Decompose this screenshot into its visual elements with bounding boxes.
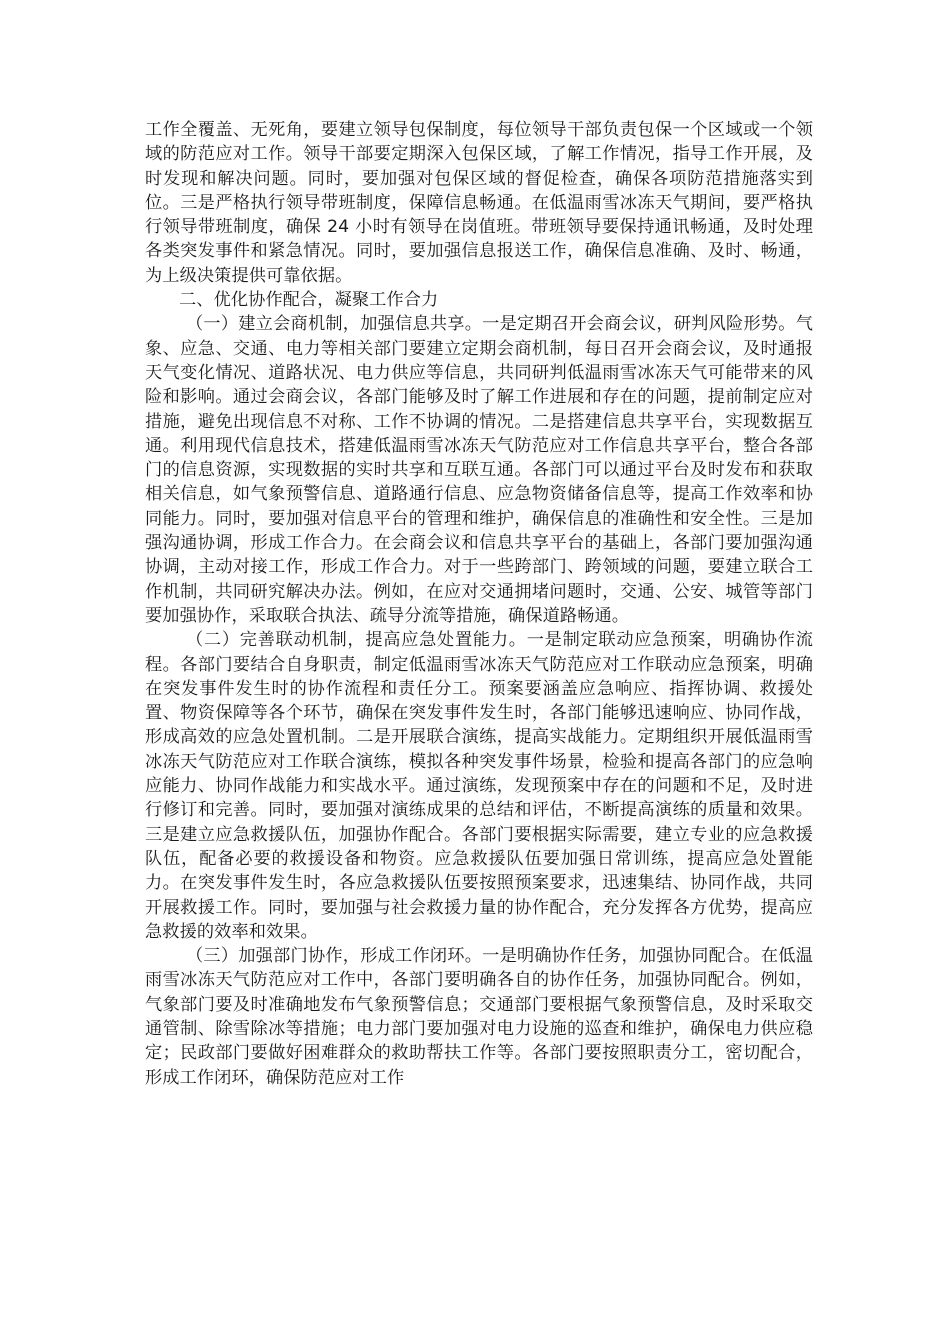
section-heading: 二、优化协作配合，凝聚工作合力 — [179, 290, 439, 311]
paragraph-subsection-1: （一）建立会商机制，加强信息共享。一是定期召开会商会议，研判风险形势。气象、应急、交通、电力等相关部门要建立定期会商机制，每日召开会商会议，及时通报天气变化情况、道路状况、电力供应等信息，共同研判低温雨雪冰冻天气可能带来的风险和影响。通过会商会议，各部门能够及时了解工作进展和存在的问题，提前制定应对措施，避免出现信息不对称、工作不协调的情况。二是搭建信息共享平台，实现数据互通。利用现代信息技术，搭建低温雨雪冰冻天气防范应对工作信息共享平台，整合各部门的信息资源，实现数据的实时共享和互联互通。各部门可以通过平台及时发布和获取相关信息，如气象预警信息、道路通行信息、应急物资储备信息等，提高工作效率和协同能力。同时，要加强对信息平台的管理和维护，确保信息的准确性和安全性。三是加强沟通协调，形成工作合力。在会商会议和信息共享平台的基础上，各部门要加强沟通协调，主动对接工作，形成工作合力。对于一些跨部门、跨领域的问题，要建立联合工作机制，共同研究解决办法。例如，在应对交通拥堵问题时，交通、公安、城管等部门要加强协作，采取联合执法、疏导分流等措施，确保道路畅通。 — [145, 314, 813, 626]
document-body — [145, 118, 813, 1090]
paragraph-subsection-3: （三）加强部门协作，形成工作闭环。一是明确协作任务，加强协同配合。在低温雨雪冰冻天气防范应对工作中，各部门要明确各自的协作任务，加强协同配合。例如，气象部门要及时准确地发布气象预警信息；交通部门要根据气象预警信息，及时采取交通管制、除雪除冰等措施；电力部门要加强对电力设施的巡查和维护，确保电力供应稳定；民政部门要做好困难群众的救助帮扶工作等。各部门要按照职责分工，密切配合，形成工作闭环，确保防范应对工作 — [145, 946, 813, 1088]
paragraph-subsection-2: （二）完善联动机制，提高应急处置能力。一是制定联动应急预案，明确协作流程。各部门要结合自身职责，制定低温雨雪冰冻天气防范应对工作联动应急预案，明确在突发事件发生时的协作流程和责任分工。预案要涵盖应急响应、指挥协调、救援处置、物资保障等各个环节，确保在突发事件发生时，各部门能够迅速响应、协同作战，形成高效的应急处置机制。二是开展联合演练，提高实战能力。定期组织开展低温雨雪冰冻天气防范应对工作联合演练，模拟各种突发事件场景，检验和提高各部门的应急响应能力、协同作战能力和实战水平。通过演练，发现预案中存在的问题和不足，及时进行修订和完善。同时，要加强对演练成果的总结和评估，不断提高演练的质量和效果。三是建立应急救援队伍，加强协作配合。各部门要根据实际需要，建立专业的应急救援队伍，配备必要的救援设备和物资。应急救援队伍要加强日常训练，提高应急处置能力。在突发事件发生时，各应急救援队伍要按照预案要求，迅速集结、协同作战，共同开展救援工作。同时，要加强与社会救援力量的协作配合，充分发挥各方优势，提高应急救援的效率和效果。 — [145, 630, 813, 942]
paragraph-continuation: 工作全覆盖、无死角，要建立领导包保制度，每位领导干部负责包保一个区域或一个领域的防范应对工作。领导干部要定期深入包保区域，了解工作情况，指导工作开展，及时发现和解决问题。同时，要加强对包保区域的督促检查，确保各项防范措施落实到位。三是严格执行领导带班制度，保障信息畅通。在低温雨雪冰冻天气期间，要严格执行领导带班制度，确保 24 小时有领导在岗值班。带班领导要保持通讯畅通，及时处理各类突发事件和紧急情况。同时，要加强信息报送工作，确保信息准确、及时、畅通，为上级决策提供可靠依据。 — [145, 120, 813, 286]
